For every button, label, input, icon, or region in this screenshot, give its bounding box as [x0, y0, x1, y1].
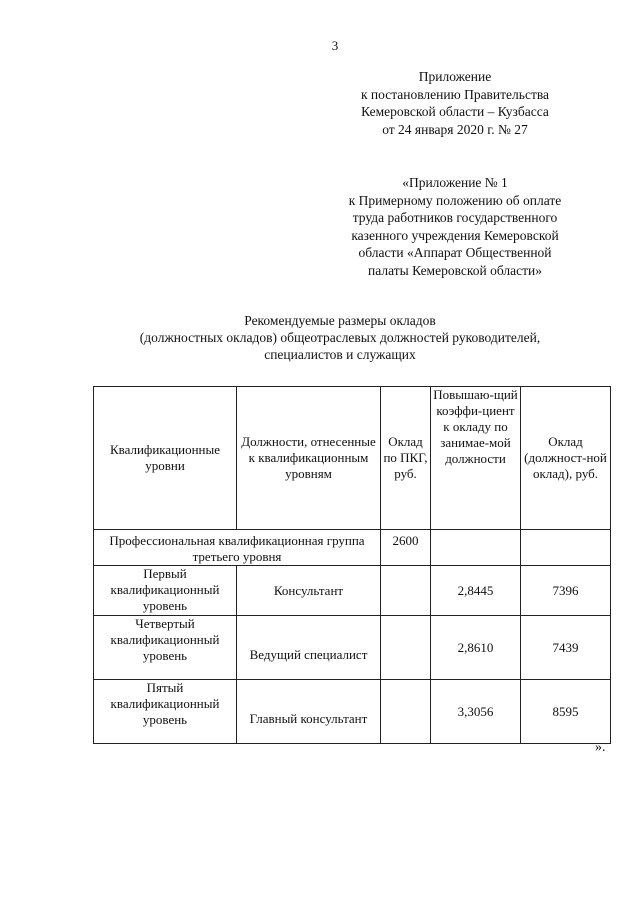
empty-cell — [381, 680, 431, 744]
appendix1-header — [330, 174, 580, 279]
group-row — [94, 530, 611, 566]
position-cell: Ведущий специалист — [237, 616, 381, 680]
appendix1-line: к Примерному положению об оплате — [348, 192, 562, 208]
salary-cell: 8595 — [521, 680, 611, 744]
coefficient-cell: 2,8445 — [431, 566, 521, 616]
appendix1-line: палаты Кемеровской области» — [368, 262, 542, 278]
position-cell: Консультант — [237, 566, 381, 616]
header-level: Квалификационные уровни — [94, 387, 237, 530]
closing-quote: ». — [595, 740, 606, 755]
appendix-header — [330, 68, 580, 138]
salary-cell: 7439 — [521, 616, 611, 680]
empty-cell — [381, 566, 431, 616]
appendix-line: к постановлению Правительства — [360, 86, 550, 102]
appendix1-line: «Приложение № 1 — [402, 175, 508, 190]
coefficient-cell: 2,8610 — [431, 616, 521, 680]
appendix-line: Приложение — [418, 69, 492, 84]
appendix1-line: труда работников государственного — [352, 210, 558, 225]
level-cell: Первый квалификационный уровень — [94, 566, 237, 616]
empty-cell — [431, 530, 521, 566]
header-salary: Оклад (должност-ной оклад), руб. — [521, 387, 611, 530]
table-row — [94, 616, 611, 680]
document-title — [60, 312, 620, 363]
appendix-line: от 24 января 2020 г. № 27 — [382, 121, 528, 137]
page-number: 3 — [331, 38, 339, 53]
salary-table — [93, 386, 611, 744]
appendix-line: Кемеровской области – Кузбасса — [361, 104, 549, 119]
empty-cell — [521, 530, 611, 566]
title-line: Рекомендуемые размеры окладов — [244, 313, 436, 328]
group-label: Профессиональная квалификационная группа третьего уровня — [94, 530, 381, 566]
title-line: специалистов и служащих — [264, 347, 416, 362]
appendix1-line: казенного учреждения Кемеровской — [351, 227, 559, 243]
group-salary-pkg: 2600 — [381, 530, 431, 566]
header-positions: Должности, отнесенные к квалификационным уровням — [237, 387, 381, 530]
appendix1-line: области «Аппарат Общественной — [358, 245, 552, 260]
salary-cell: 7396 — [521, 566, 611, 616]
level-cell: Пятый квалификационный уровень — [94, 680, 237, 744]
table-header-row — [94, 387, 611, 530]
level-cell: Четвертый квалификационный уровень — [94, 616, 237, 680]
table-row — [94, 566, 611, 616]
title-line: (должностных окладов) общеотраслевых должностей руководителей, — [139, 330, 541, 345]
position-cell: Главный консультант — [237, 680, 381, 744]
header-coefficient: Повышаю-щий коэффи-циент к окладу по занимае-мой должности — [431, 387, 521, 530]
table-row — [94, 680, 611, 744]
empty-cell — [381, 616, 431, 680]
coefficient-cell: 3,3056 — [431, 680, 521, 744]
header-salary-pkg: Оклад по ПКГ, руб. — [381, 387, 431, 530]
